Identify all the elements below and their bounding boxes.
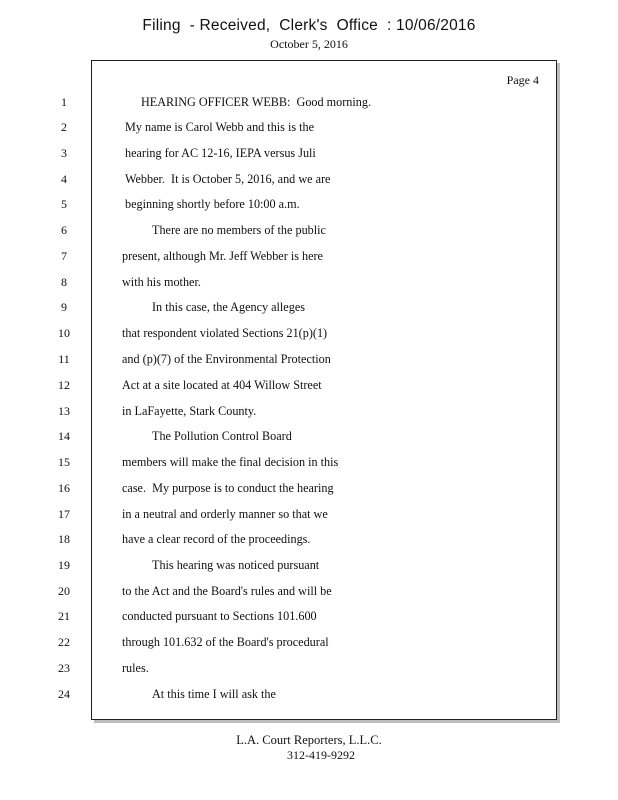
line-number: 7 [61, 249, 67, 263]
transcript-line: present, although Mr. Jeff Webber is here [122, 249, 323, 263]
line-number: 5 [61, 197, 67, 211]
line-number: 19 [58, 558, 70, 572]
line-number: 2 [61, 120, 67, 134]
transcript-line: There are no members of the public [152, 223, 326, 237]
transcript-line: At this time I will ask the [152, 687, 276, 701]
line-number: 11 [58, 352, 70, 366]
line-number: 24 [58, 687, 70, 701]
line-number: 13 [58, 404, 70, 418]
transcript-line: HEARING OFFICER WEBB: Good morning. [141, 95, 371, 109]
transcript-line: through 101.632 of the Board's procedural [122, 635, 329, 649]
transcript-line: have a clear record of the proceedings. [122, 532, 311, 546]
page-number: Page 4 [506, 73, 539, 87]
transcript-line: This hearing was noticed pursuant [152, 558, 320, 572]
transcript-line: to the Act and the Board's rules and will be [122, 584, 332, 598]
line-number: 6 [61, 223, 67, 237]
transcript-line: that respondent violated Sections 21(p)(1) [122, 326, 328, 340]
transcript-line: Act at a site located at 404 Willow Street [122, 378, 322, 392]
court-reporter-phone: 312-419-9292 [287, 748, 355, 762]
line-number: 22 [58, 635, 70, 649]
transcript-line: Webber. It is October 5, 2016, and we are [125, 172, 331, 186]
line-number: 20 [58, 584, 70, 598]
transcript-line: case. My purpose is to conduct the hearing [122, 481, 334, 495]
transcript-line: conducted pursuant to Sections 101.600 [122, 609, 317, 623]
line-number: 21 [58, 609, 70, 623]
line-number: 18 [58, 532, 70, 546]
transcript-line: The Pollution Control Board [152, 429, 292, 443]
transcript-line: in a neutral and orderly manner so that we [122, 507, 328, 521]
line-number: 17 [58, 507, 70, 521]
line-number: 4 [61, 172, 67, 186]
transcript-line: hearing for AC 12-16, IEPA versus Juli [125, 146, 316, 160]
line-number: 15 [58, 455, 70, 469]
line-number: 1 [61, 95, 67, 109]
line-number: 14 [58, 429, 70, 443]
line-number: 23 [58, 661, 70, 675]
transcript-line: rules. [122, 661, 149, 675]
line-number: 16 [58, 481, 70, 495]
transcript-line: In this case, the Agency alleges [152, 300, 305, 314]
line-number: 9 [61, 300, 67, 314]
transcript-line: My name is Carol Webb and this is the [125, 120, 315, 134]
line-number: 12 [58, 378, 70, 392]
transcript-line: in LaFayette, Stark County. [122, 404, 257, 418]
transcript-line: beginning shortly before 10:00 a.m. [125, 197, 300, 211]
line-number: 10 [58, 326, 70, 340]
filing-stamp: Filing - Received, Clerk's Office : 10/06/2016 [142, 17, 476, 34]
hearing-date: October 5, 2016 [270, 37, 348, 51]
transcript-line: with his mother. [122, 275, 201, 289]
line-number: 8 [61, 275, 67, 289]
court-reporter-name: L.A. Court Reporters, L.L.C. [236, 733, 382, 747]
line-number: 3 [61, 146, 67, 160]
transcript-line: and (p)(7) of the Environmental Protection [122, 352, 331, 366]
transcript-line: members will make the final decision in this [122, 455, 339, 469]
